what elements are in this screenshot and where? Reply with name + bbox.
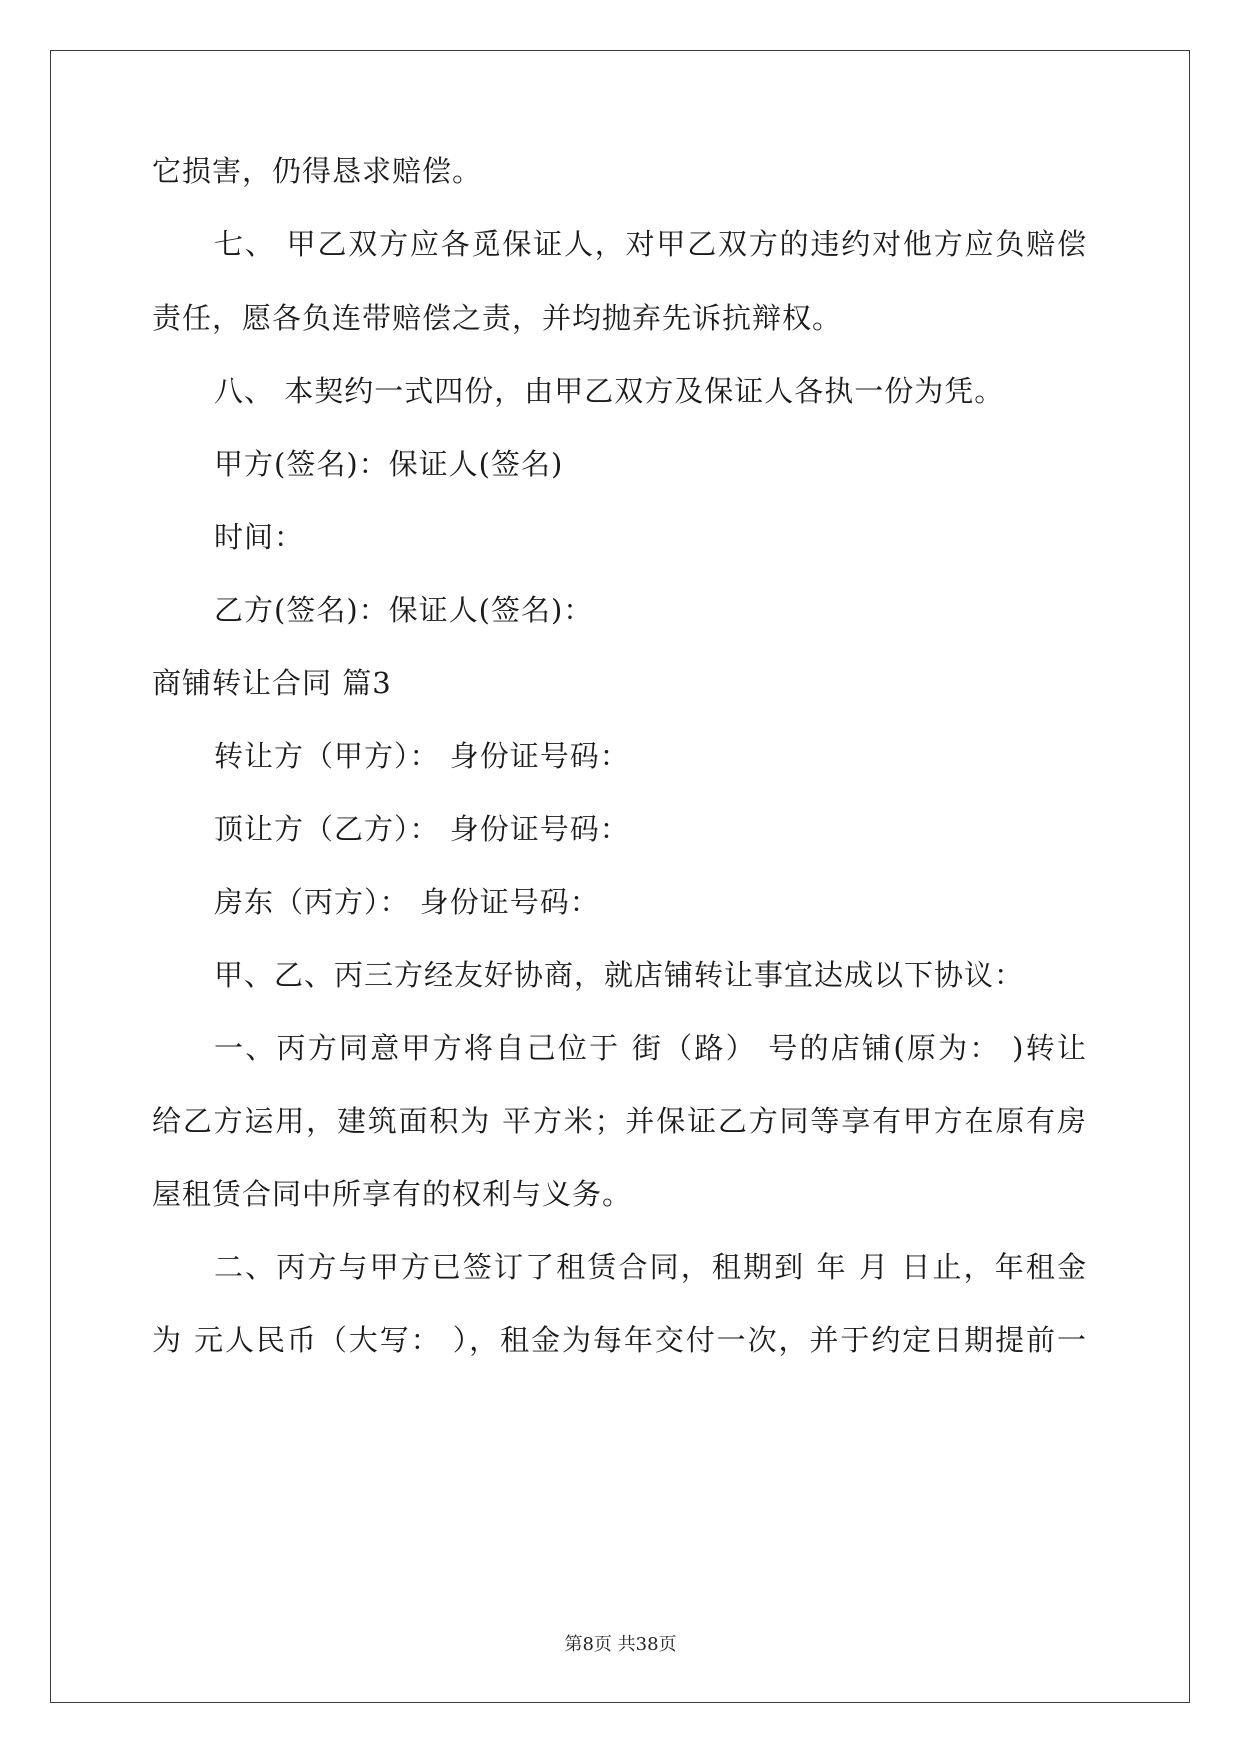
party-b-signature-line: 乙方(签名)：保证人(签名)： (214, 593, 594, 627)
transferee-line: 顶让方（乙方）： 身份证号码： (214, 812, 630, 846)
party-a-signature-line: 甲方(签名)：保证人(签名) (214, 447, 564, 481)
agreement-intro: 甲、乙、丙三方经友好协商，就店铺转让事宜达成以下协议： (214, 958, 1025, 992)
article-2-line-1: 二、丙方与甲方已签订了租赁合同，租期到 年 月 日止，年租金 (214, 1250, 1087, 1284)
paragraph-line: 它损害，仍得恳求赔偿。 (152, 154, 483, 188)
date-line: 时间： (214, 520, 305, 554)
article-1-line-2: 给乙方运用，建筑面积为 平方米；并保证乙方同等享有甲方在原有房 (152, 1104, 1087, 1138)
page-border (50, 50, 1190, 1703)
clause-8: 八、 本契约一式四份，由甲乙双方及保证人各执一份为凭。 (214, 374, 1005, 408)
section-heading: 商铺转让合同 篇3 (152, 666, 392, 700)
article-1-line-3: 屋租赁合同中所享有的权利与义务。 (152, 1177, 633, 1211)
transferor-line: 转让方（甲方）： 身份证号码： (214, 739, 630, 773)
article-2-line-2: 为 元人民币（大写： ），租金为每年交付一次，并于约定日期提前一 (152, 1323, 1087, 1357)
clause-7-line-1: 七、 甲乙双方应各觅保证人，对甲乙双方的违约对他方应负赔偿 (214, 227, 1087, 261)
article-1-line-1: 一、丙方同意甲方将自己位于 街（路） 号的店铺(原为： )转让 (214, 1031, 1087, 1065)
landlord-line: 房东（丙方）： 身份证号码： (214, 885, 600, 919)
page-number-footer: 第8页 共38页 (564, 1634, 677, 1655)
clause-7-line-2: 责任，愿各负连带赔偿之责，并均抛弃先诉抗辩权。 (152, 301, 843, 335)
